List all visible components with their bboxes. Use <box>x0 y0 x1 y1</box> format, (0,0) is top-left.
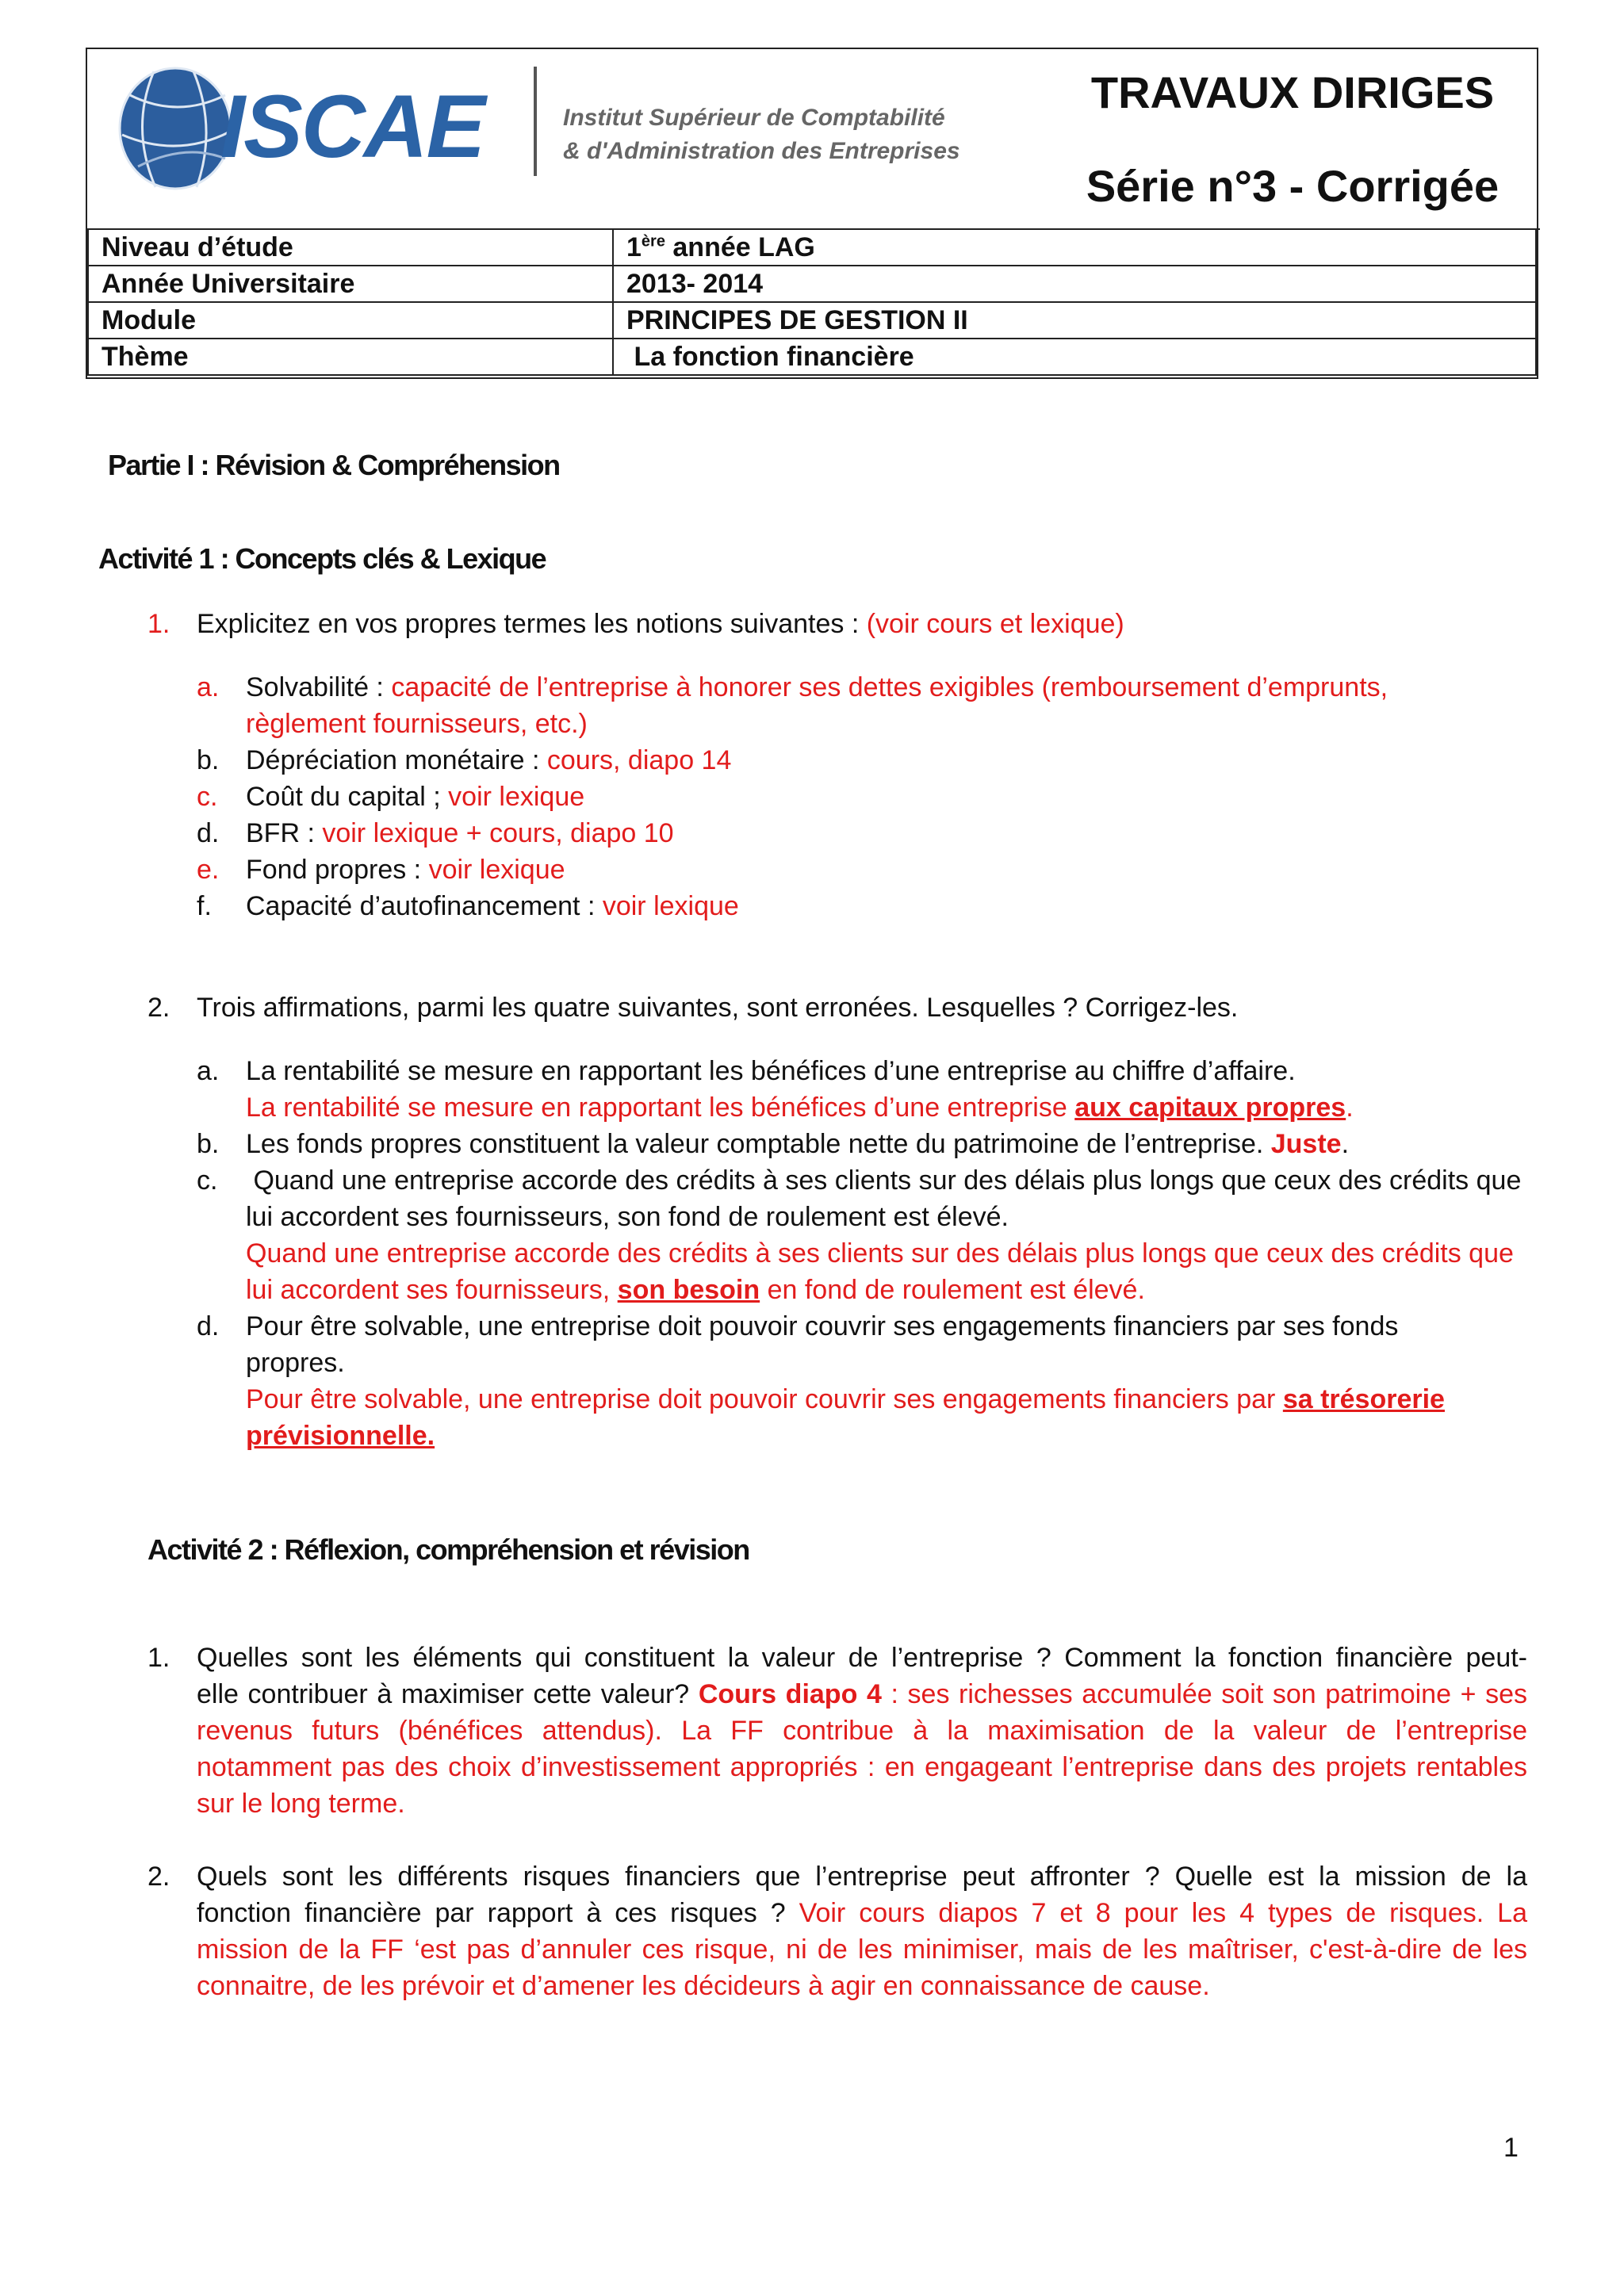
brand-subtitle-line-1: Institut Supérieur de Comptabilité <box>563 105 945 131</box>
question-number: 2. <box>147 993 170 1023</box>
logo-area <box>87 49 1540 230</box>
item-letter: c. <box>197 782 218 812</box>
item-letter: e. <box>197 855 220 885</box>
item-letter: b. <box>197 745 220 775</box>
table-row <box>88 229 1536 266</box>
list-item: Capacité d’autofinancement : voir lexique <box>246 891 739 921</box>
item-letter: d. <box>197 1311 220 1341</box>
brand-subtitle <box>563 101 960 168</box>
question-number: 1. <box>147 1643 170 1673</box>
list-item: BFR : voir lexique + cours, diapo 10 <box>246 818 674 848</box>
globe-logo-icon <box>114 63 236 193</box>
brand-subtitle-line-2: & d'Administration des Entreprises <box>563 138 960 164</box>
activity-2-question-1: Quelles sont les éléments qui constituent la valeur de l’entreprise ? Comment la fonction financière peut- elle contribuer à maximiser cette valeur? Cours diapo 4 : ses richesses accumulée soit son patrimoine + ses revenus futurs (bénéfices attendus). La FF contribue à la maximisation de la valeur de l’entreprise notamment pas des choix d’investissement appropriés : en engageant l’entreprise dans des projets rentables sur le long terme. <box>197 1643 1527 1819</box>
table-row <box>88 302 1536 339</box>
document-subtitle: Série n°3 - Corrigée <box>1086 161 1500 211</box>
info-value: 2013- 2014 <box>613 266 1536 302</box>
info-table <box>87 228 1537 376</box>
activity-2-question-2: Quels sont les différents risques financiers que l’entreprise peut affronter ? Quelle est la mission de la fonction financière par rapport à ces risques ? Voir cours diapos 7 et 8 pour les 4 types de risques. La mission de la FF ‘est pas d’annuler ces risque, ni de les minimiser, mais de les maîtriser, c'est-à-dire de les connaitre, de les prévoir et d’amener les décideurs à agir en connaissance de cause. <box>197 1862 1527 2001</box>
activity-2-heading: Activité 2 : Réflexion, compréhension et révision <box>147 1533 749 1566</box>
table-row <box>88 266 1536 302</box>
item-letter: a. <box>197 672 220 702</box>
list-item: Solvabilité : capacité de l’entreprise à honorer ses dettes exigibles (remboursement d’emprunts, règlement fournisseurs, etc.) <box>246 672 1388 739</box>
question-2-text: Trois affirmations, parmi les quatre suivantes, sont erronées. Lesquelles ? Corrigez-les. <box>197 993 1239 1023</box>
item-letter: b. <box>197 1129 220 1159</box>
info-label: Niveau d’étude <box>88 229 613 266</box>
info-label: Année Universitaire <box>88 266 613 302</box>
list-item: Quand une entreprise accorde des crédits à ses clients sur des délais plus longs que ceux des crédits que lui accordent ses fournisseurs, son fond de roulement est élevé. Quand une entreprise accorde des crédits à ses clients sur des délais plus longs que ceux des crédits que lui accordent ses fournisseurs, son besoin en fond de roulement est élevé. <box>246 1165 1522 1305</box>
list-item: La rentabilité se mesure en rapportant les bénéfices d’une entreprise au chiffre d’affaire. La rentabilité se mesure en rapportant les bénéfices d’une entreprise aux capitaux propres. <box>246 1056 1354 1123</box>
list-item: Fond propres : voir lexique <box>246 855 565 885</box>
info-value: 1ère année LAG <box>613 229 1536 266</box>
list-item: Coût du capital ; voir lexique <box>246 782 585 812</box>
info-value: PRINCIPES DE GESTION II <box>613 302 1536 339</box>
info-label: Thème <box>88 339 613 375</box>
info-label: Module <box>88 302 613 339</box>
item-letter: f. <box>197 891 212 921</box>
question-number: 2. <box>147 1862 170 1892</box>
table-row <box>88 339 1536 375</box>
item-letter: c. <box>197 1165 218 1196</box>
item-letter: a. <box>197 1056 220 1086</box>
part-heading: Partie I : Révision & Compréhension <box>108 449 560 481</box>
question-number: 1. <box>147 609 170 639</box>
document-title: TRAVAUX DIRIGES <box>1090 67 1495 117</box>
item-letter: d. <box>197 818 220 848</box>
list-item: Dépréciation monétaire : cours, diapo 14 <box>246 745 732 775</box>
brand-divider <box>534 67 537 176</box>
page-number: 1 <box>1503 2133 1519 2163</box>
info-value: La fonction financière <box>613 339 1536 375</box>
question-1-text: Explicitez en vos propres termes les notions suivantes : (voir cours et lexique) <box>197 609 1124 639</box>
activity-1-heading: Activité 1 : Concepts clés & Lexique <box>98 542 546 575</box>
header-box <box>86 48 1538 379</box>
brand-name: ISCAE <box>220 77 485 176</box>
list-item: Pour être solvable, une entreprise doit pouvoir couvrir ses engagements financiers par ses fonds propres. Pour être solvable, une entreprise doit pouvoir couvrir ses engagements financiers par sa trésorerie prévisionnelle. <box>246 1311 1445 1451</box>
list-item: Les fonds propres constituent la valeur comptable nette du patrimoine de l’entreprise. Juste. <box>246 1129 1350 1159</box>
